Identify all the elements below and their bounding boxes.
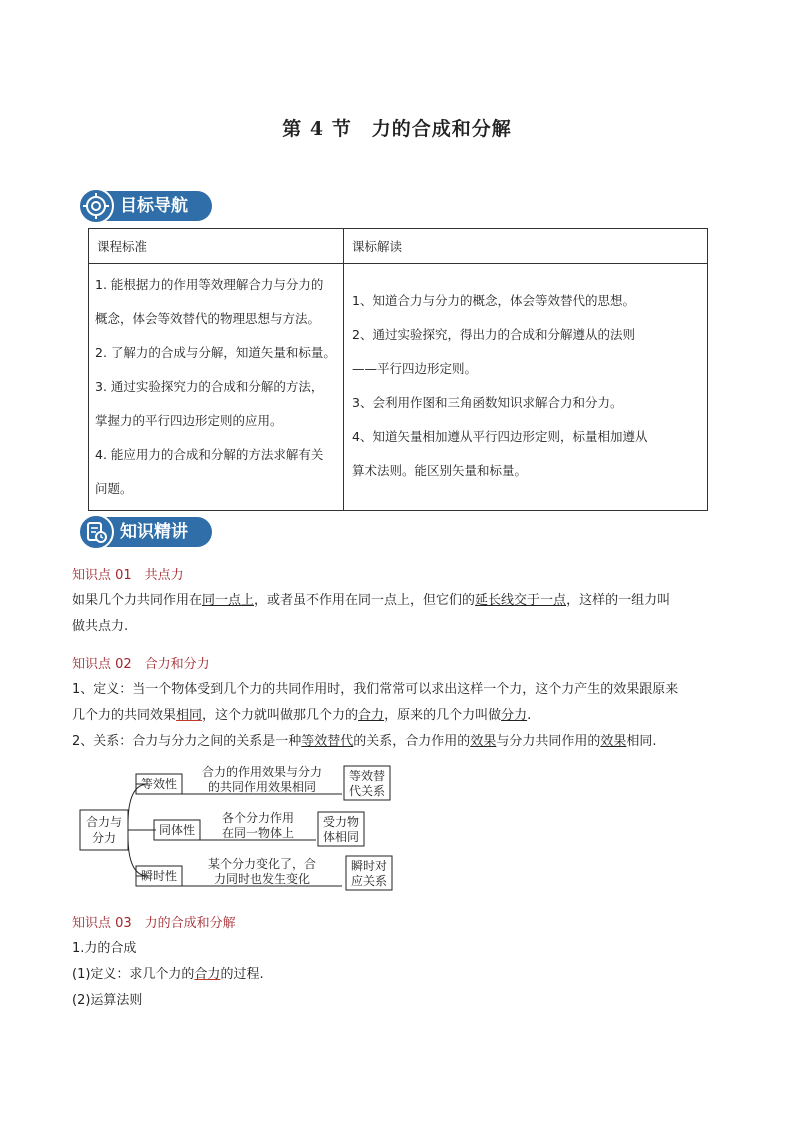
- standard-line: 1. 能根据力的作用等效理解合力与分力的: [95, 277, 324, 292]
- text: ，这个力就叫做那几个力的: [202, 708, 359, 723]
- text: 做共点力.: [72, 619, 129, 634]
- diagram-desc: 力同时也发生变化: [213, 872, 311, 886]
- diagram-desc: 的共同作用效果相同: [207, 780, 317, 794]
- underlined-term: 分力: [501, 708, 528, 723]
- book-clock-icon: [78, 514, 114, 550]
- underlined-term: 效果: [470, 734, 497, 749]
- text: 的关系，合力作用的: [353, 734, 471, 749]
- table-header-standard: 课程标准: [89, 229, 344, 264]
- diagram-desc: 合力的作用效果与分力: [201, 765, 323, 779]
- table-cell-interpretation: [344, 264, 708, 511]
- text: (2)运算法则: [72, 993, 143, 1008]
- diagram-root-line: 分力: [91, 831, 117, 845]
- kp2-title: 知识点 02 合力和分力: [72, 657, 210, 672]
- kp3-title: 知识点 03 力的合成和分解: [72, 916, 236, 931]
- text: 几个力的共同效果: [72, 708, 177, 723]
- underlined-term: 合力: [358, 708, 385, 723]
- text: 相同.: [626, 734, 657, 749]
- standard-line: 3. 通过实验探究力的合成和分解的方法，: [95, 379, 324, 394]
- underlined-term: 延长线交于一点: [475, 593, 567, 608]
- diagram-result: 等效替: [348, 769, 386, 783]
- text: 如果几个力共同作用在: [72, 593, 203, 608]
- text: 与分力共同作用的: [496, 734, 601, 749]
- diagram-result: 受力物: [322, 815, 360, 829]
- kp1-paragraph: [72, 588, 732, 640]
- underlined-term: 效果: [600, 734, 627, 749]
- underlined-term: 同一点上: [202, 593, 255, 608]
- diagram-desc: 某个分力变化了，合: [207, 857, 317, 871]
- underlined-term: 等效替代: [301, 734, 354, 749]
- text: 1.力的合成: [72, 941, 137, 956]
- diagram-label: 等效性: [140, 777, 178, 791]
- diagram-result: 代关系: [348, 784, 386, 798]
- interpretation-line: 3、会利用作图和三角函数知识求解合力和分力。: [352, 395, 623, 410]
- text: (1)定义：求几个力的: [72, 967, 195, 982]
- interpretation-line: 算术法则。能区别矢量和标量。: [352, 463, 528, 478]
- text: 的过程.: [220, 967, 264, 982]
- interpretation-line: ——平行四边形定则。: [352, 361, 478, 376]
- diagram-result: 体相同: [322, 830, 360, 844]
- table-header-interpretation: 课标解读: [344, 229, 708, 264]
- text: ，这样的一组力叫: [566, 593, 671, 608]
- interpretation-line: 1、知道合力与分力的概念，体会等效替代的思想。: [352, 293, 635, 308]
- kp1-title: 知识点 01 共点力: [72, 568, 184, 583]
- diagram-result: 应关系: [350, 874, 388, 888]
- text: 2、关系：合力与分力之间的关系是一种: [72, 734, 302, 749]
- underlined-term: 合力: [194, 967, 221, 982]
- diagram-desc: 各个分力作用: [221, 811, 295, 825]
- diagram-root-line: 合力与: [85, 815, 123, 829]
- standard-line: 问题。: [95, 481, 133, 496]
- section-header-knowledge: [78, 514, 238, 550]
- diagram-label: 同体性: [158, 823, 196, 837]
- interpretation-line: 2、通过实验探究，得出力的合成和分解遵从的法则: [352, 327, 635, 342]
- goal-table: [88, 228, 708, 511]
- diagram-label: 瞬时性: [140, 869, 178, 883]
- section-header-goal-label: 目标导航: [94, 191, 212, 221]
- target-icon: [78, 188, 114, 224]
- standard-line: 2. 了解力的合成与分解，知道矢量和标量。: [95, 345, 336, 360]
- page-title: 第 4 节 力的合成和分解: [282, 118, 512, 140]
- standard-line: 掌握力的平行四边形定则的应用。: [95, 413, 283, 428]
- table-cell-standards: [89, 264, 344, 511]
- force-relations-diagram: [76, 762, 406, 894]
- text: ，原来的几个力叫做: [384, 708, 502, 723]
- interpretation-line: 4、知道矢量相加遵从平行四边形定则，标量相加遵从: [352, 429, 648, 444]
- text: 1、定义：当一个物体受到几个力的共同作用时，我们常常可以求出这样一个力，这个力产生的效果跟原来: [72, 682, 679, 697]
- standard-line: 概念，体会等效替代的物理思想与方法。: [95, 311, 321, 326]
- diagram-result: 瞬时对: [350, 859, 388, 873]
- text: .: [527, 708, 532, 723]
- kp2-paragraph: [72, 677, 732, 755]
- section-header-knowledge-label: 知识精讲: [94, 517, 212, 547]
- standard-line: 4. 能应用力的合成和分解的方法求解有关: [95, 447, 324, 462]
- text: ，或者虽不作用在同一点上，但它们的: [254, 593, 476, 608]
- underlined-term: 相同: [176, 708, 203, 723]
- kp3-paragraph: [72, 936, 732, 1014]
- diagram-desc: 在同一物体上: [221, 826, 295, 840]
- section-header-goal: [78, 188, 238, 224]
